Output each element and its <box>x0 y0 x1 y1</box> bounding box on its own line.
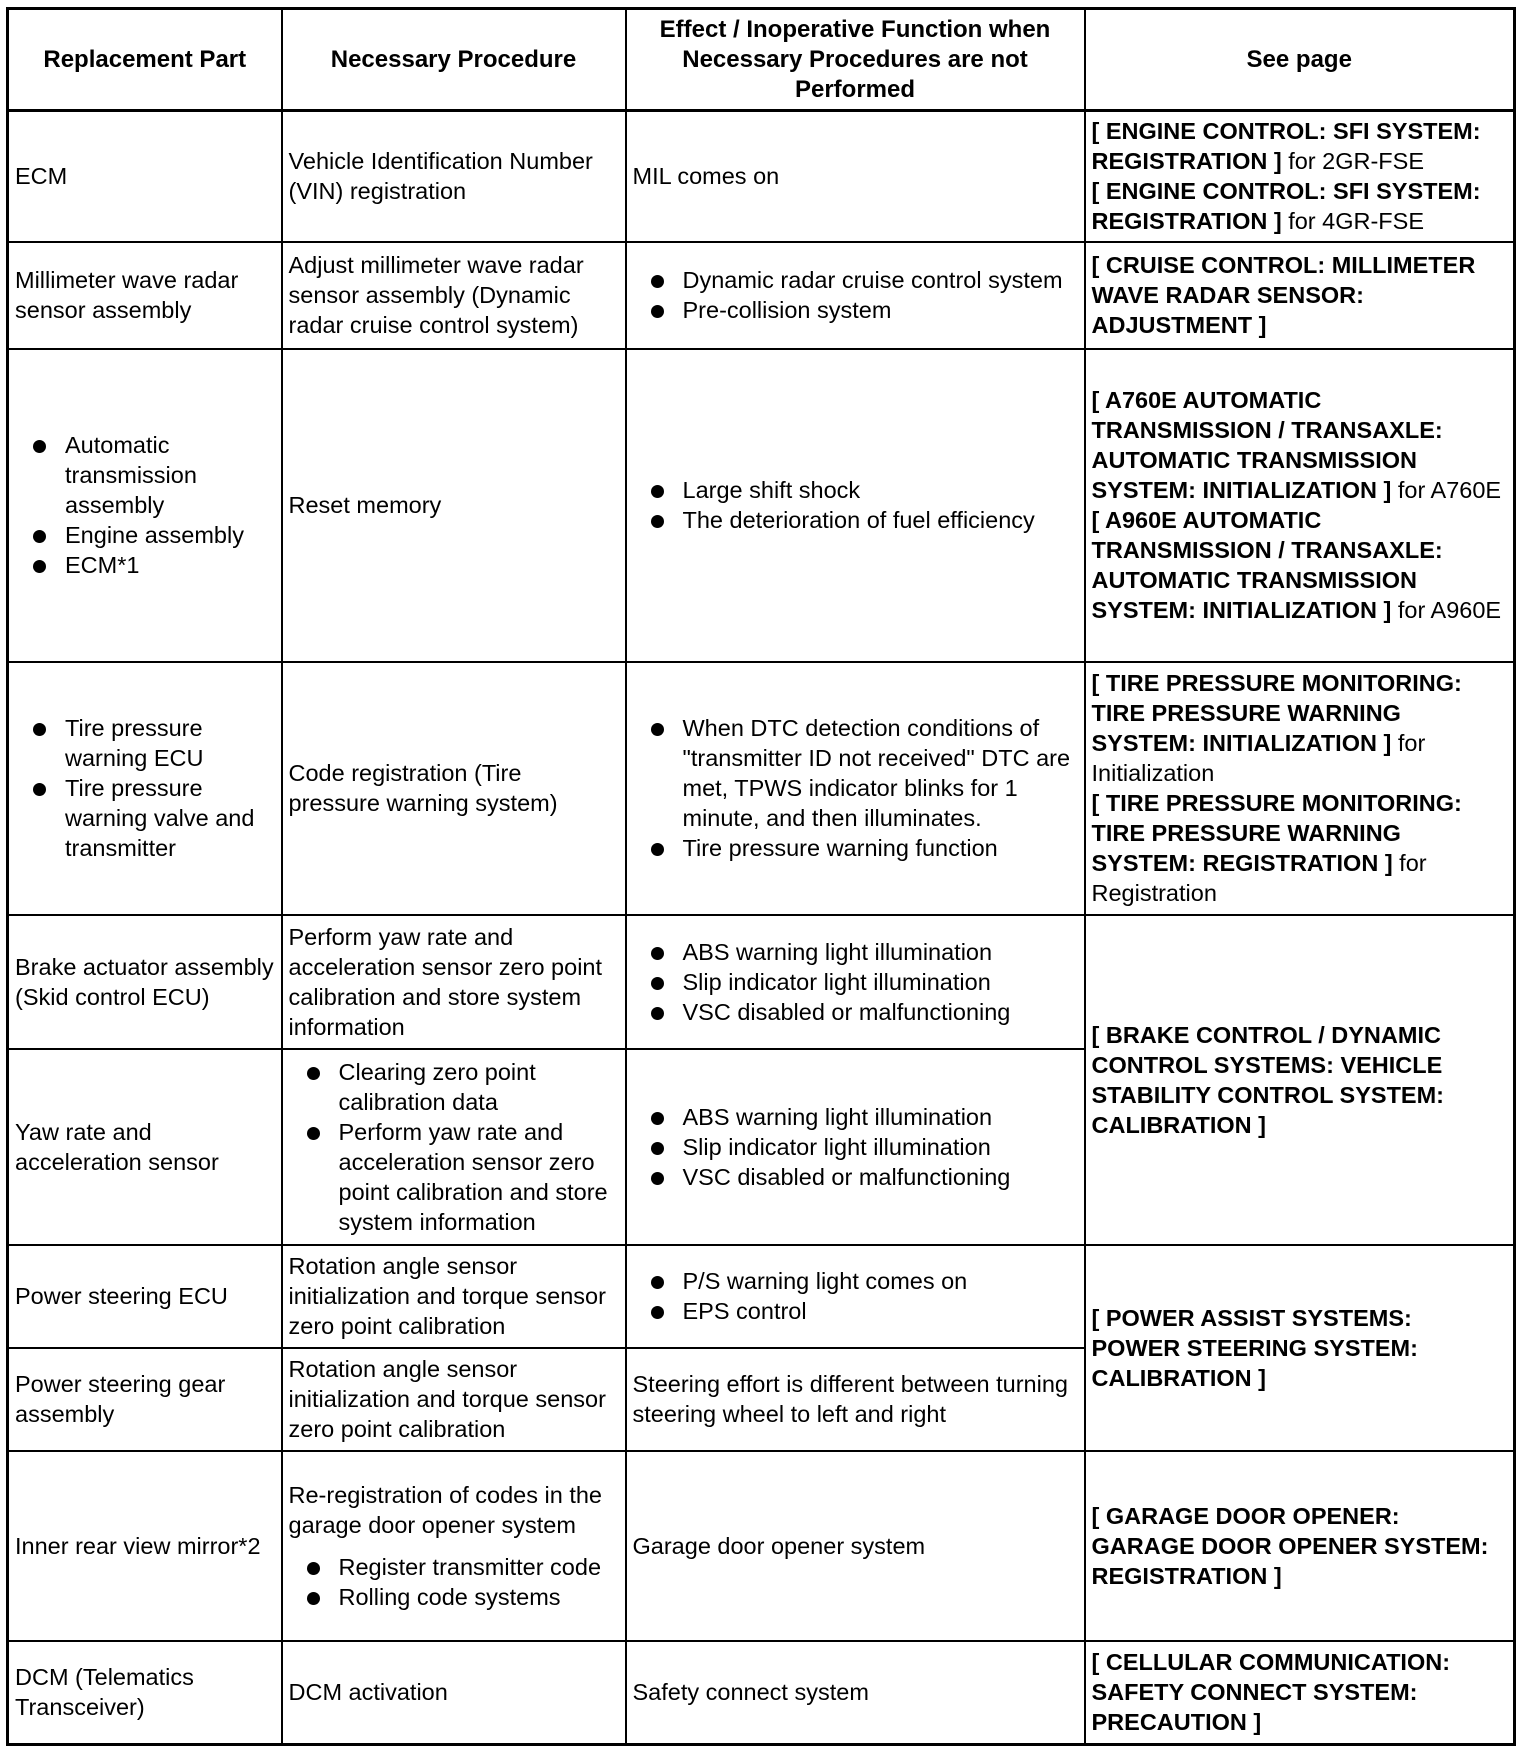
see-page-link[interactable]: [ TIRE PRESSURE MONITORING: TIRE PRESSURE WARNING SYSTEM: INITIALIZATION ] <box>1091 670 1462 756</box>
list-item: Perform yaw rate and acceleration sensor zero point calibration and store system information <box>289 1117 619 1237</box>
effect-cell: MIL comes on <box>626 111 1085 242</box>
list-item: EPS control <box>633 1296 1078 1326</box>
effect-cell <box>626 242 1085 349</box>
procedure-cell <box>282 1049 626 1245</box>
list-item: Engine assembly <box>15 520 275 550</box>
list-item: Pre-collision system <box>633 295 1078 325</box>
header-see-page: See page <box>1085 9 1515 111</box>
list-item: Rolling code systems <box>289 1582 619 1612</box>
part-cell: ECM <box>8 111 282 242</box>
table-row <box>8 1451 1515 1641</box>
procedure-table <box>6 7 1516 1746</box>
table-row <box>8 349 1515 662</box>
effect-cell <box>626 1049 1085 1245</box>
list-item: When DTC detection conditions of "transmitter ID not received" DTC are met, TPWS indicator blinks for 1 minute, and then illuminates. <box>633 713 1078 833</box>
list-item: Tire pressure warning function <box>633 833 1078 863</box>
procedure-cell: Code registration (Tire pressure warning system) <box>282 662 626 915</box>
part-cell: Power steering ECU <box>8 1245 282 1348</box>
list-item: ABS warning light illumination <box>633 1102 1078 1132</box>
see-page-cell <box>1085 915 1515 1245</box>
header-row <box>8 9 1515 111</box>
see-page-link[interactable]: [ GARAGE DOOR OPENER: GARAGE DOOR OPENER SYSTEM: REGISTRATION ] <box>1091 1502 1489 1589</box>
see-page-note: for 2GR-FSE <box>1281 148 1425 175</box>
list-item: Clearing zero point calibration data <box>289 1057 619 1117</box>
list-item: Tire pressure warning valve and transmitter <box>15 773 275 863</box>
see-page-note: for 4GR-FSE <box>1281 208 1425 235</box>
effect-cell <box>626 662 1085 915</box>
table-row <box>8 662 1515 915</box>
list-item: The deterioration of fuel efficiency <box>633 505 1078 535</box>
list-item: Large shift shock <box>633 475 1078 505</box>
part-cell: Millimeter wave radar sensor assembly <box>8 242 282 349</box>
procedure-cell: DCM activation <box>282 1641 626 1745</box>
header-necessary-procedure: Necessary Procedure <box>282 9 626 111</box>
procedure-cell: Rotation angle sensor initialization and torque sensor zero point calibration <box>282 1245 626 1348</box>
header-replacement-part: Replacement Part <box>8 9 282 111</box>
part-cell: DCM (Telematics Transceiver) <box>8 1641 282 1745</box>
list-item: VSC disabled or malfunctioning <box>633 997 1078 1027</box>
see-page-cell <box>1085 662 1515 915</box>
procedure-cell: Vehicle Identification Number (VIN) registration <box>282 111 626 242</box>
part-cell: Yaw rate and acceleration sensor <box>8 1049 282 1245</box>
see-page-cell <box>1085 111 1515 242</box>
list-item: ABS warning light illumination <box>633 937 1078 967</box>
see-page-link[interactable]: [ A960E AUTOMATIC TRANSMISSION / TRANSAXLE: AUTOMATIC TRANSMISSION SYSTEM: INITIALIZATION ] <box>1091 507 1443 623</box>
see-page-cell <box>1085 349 1515 662</box>
effect-cell <box>626 915 1085 1049</box>
see-page-link[interactable]: [ POWER ASSIST SYSTEMS: POWER STEERING SYSTEM: CALIBRATION ] <box>1091 1304 1418 1391</box>
effect-cell: Steering effort is different between turning steering wheel to left and right <box>626 1348 1085 1451</box>
part-cell: Brake actuator assembly (Skid control ECU) <box>8 915 282 1049</box>
see-page-link[interactable]: [ CRUISE CONTROL: MILLIMETER WAVE RADAR SENSOR: ADJUSTMENT ] <box>1091 252 1476 338</box>
list-item: ECM*1 <box>15 550 275 580</box>
see-page-link[interactable]: [ BRAKE CONTROL / DYNAMIC CONTROL SYSTEMS: VEHICLE STABILITY CONTROL SYSTEM: CALIBRATION ] <box>1091 1021 1445 1138</box>
effect-cell <box>626 1245 1085 1348</box>
see-page-link[interactable]: [ A760E AUTOMATIC TRANSMISSION / TRANSAXLE: AUTOMATIC TRANSMISSION SYSTEM: INITIALIZATION ] <box>1091 387 1443 503</box>
procedure-cell: Adjust millimeter wave radar sensor assembly (Dynamic radar cruise control system) <box>282 242 626 349</box>
effect-cell: Garage door opener system <box>626 1451 1085 1641</box>
procedure-cell: Perform yaw rate and acceleration sensor zero point calibration and store system information <box>282 915 626 1049</box>
list-item: P/S warning light comes on <box>633 1266 1078 1296</box>
see-page-link[interactable]: [ ENGINE CONTROL: SFI SYSTEM: REGISTRATION ] <box>1091 118 1481 175</box>
procedure-cell: Rotation angle sensor initialization and torque sensor zero point calibration <box>282 1348 626 1451</box>
list-item: Slip indicator light illumination <box>633 1132 1078 1162</box>
effect-cell <box>626 349 1085 662</box>
table-row <box>8 111 1515 242</box>
table-row <box>8 242 1515 349</box>
list-item: Slip indicator light illumination <box>633 967 1078 997</box>
see-page-note: for Registration <box>1091 850 1427 906</box>
part-cell <box>8 662 282 915</box>
procedure-cell: Reset memory <box>282 349 626 662</box>
part-cell <box>8 349 282 662</box>
see-page-link[interactable]: [ ENGINE CONTROL: SFI SYSTEM: REGISTRATION ] <box>1091 178 1481 235</box>
see-page-link[interactable]: [ TIRE PRESSURE MONITORING: TIRE PRESSURE WARNING SYSTEM: REGISTRATION ] <box>1091 790 1462 876</box>
list-item: Tire pressure warning ECU <box>15 713 275 773</box>
see-page-cell <box>1085 1451 1515 1641</box>
list-item: Automatic transmission assembly <box>15 430 275 520</box>
see-page-cell <box>1085 1641 1515 1745</box>
table-row <box>8 915 1515 1049</box>
effect-cell: Safety connect system <box>626 1641 1085 1745</box>
see-page-note: for A960E <box>1391 597 1502 623</box>
list-item: Dynamic radar cruise control system <box>633 265 1078 295</box>
procedure-text: Re-registration of codes in the garage door opener system <box>288 1481 602 1538</box>
part-cell: Inner rear view mirror*2 <box>8 1451 282 1641</box>
see-page-note: for A760E <box>1391 477 1502 503</box>
list-item: Register transmitter code <box>289 1552 619 1582</box>
see-page-note: for Initialization <box>1091 730 1426 786</box>
list-item: VSC disabled or malfunctioning <box>633 1162 1078 1192</box>
table-row <box>8 1641 1515 1745</box>
see-page-cell <box>1085 242 1515 349</box>
procedure-cell <box>282 1451 626 1641</box>
see-page-cell <box>1085 1245 1515 1451</box>
table-row <box>8 1245 1515 1348</box>
see-page-link[interactable]: [ CELLULAR COMMUNICATION: SAFETY CONNECT SYSTEM: PRECAUTION ] <box>1091 1649 1451 1736</box>
part-cell: Power steering gear assembly <box>8 1348 282 1451</box>
header-effect: Effect / Inoperative Function when Necessary Procedures are not Performed <box>626 9 1085 111</box>
